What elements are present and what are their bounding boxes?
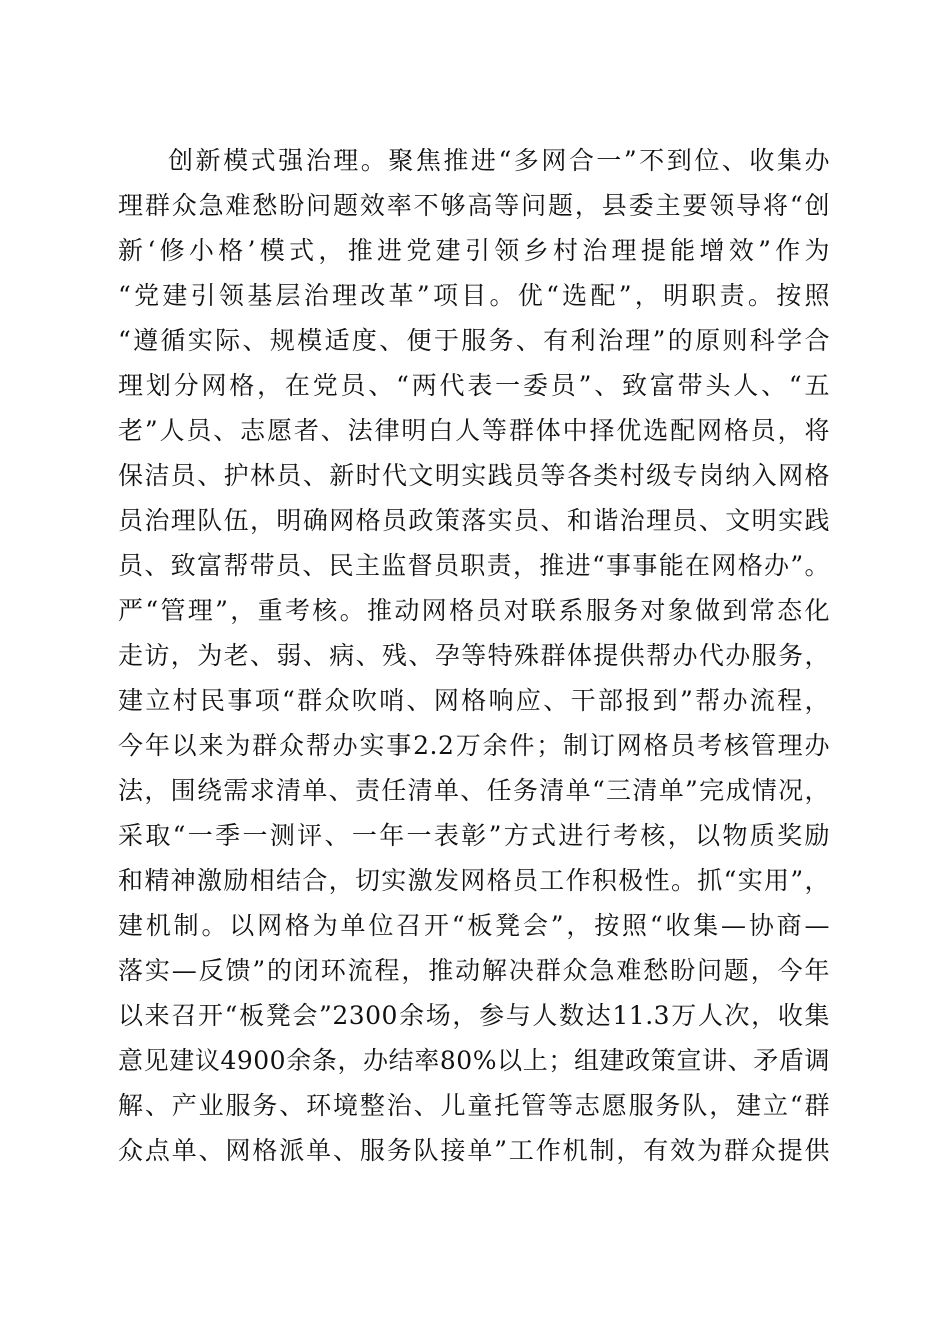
- paragraph-line: 法，围绕需求清单、责任清单、任务清单“三清单”完成情况，: [118, 776, 830, 805]
- paragraph-line: 理划分网格，在党员、“两代表一委员”、致富带头人、“五: [118, 371, 830, 400]
- paragraph-line: 建立村民事项“群众吹哨、网格响应、干部报到”帮办流程，: [118, 686, 830, 715]
- paragraph-line: 员治理队伍，明确网格员政策落实员、和谐治理员、文明实践: [118, 506, 830, 535]
- paragraph-line: 采取“一季一测评、一年一表彰”方式进行考核，以物质奖励: [118, 821, 830, 850]
- paragraph-line: 保洁员、护林员、新时代文明实践员等各类村级专岗纳入网格: [118, 461, 830, 490]
- paragraph-line: 创新模式强治理。聚焦推进“多网合一”不到位、收集办: [168, 146, 830, 175]
- paragraph-line: 落实—反馈”的闭环流程，推动解决群众急难愁盼问题，今年: [118, 956, 830, 985]
- paragraph-line: 意见建议4900余条，办结率80%以上；组建政策宣讲、矛盾调: [118, 1046, 830, 1075]
- paragraph-line: 和精神激励相结合，切实激发网格员工作积极性。抓“实用”，: [118, 866, 830, 895]
- paragraph-line: 走访，为老、弱、病、残、孕等特殊群体提供帮办代办服务，: [118, 641, 830, 670]
- paragraph-line: 老”人员、志愿者、法律明白人等群体中择优选配网格员，将: [118, 416, 830, 445]
- paragraph-line: 众点单、网格派单、服务队接单”工作机制，有效为群众提供: [118, 1136, 830, 1165]
- paragraph-line: 建机制。以网格为单位召开“板凳会”，按照“收集—协商—: [118, 911, 830, 940]
- paragraph-line: 员、致富帮带员、民主监督员职责，推进“事事能在网格办”。: [118, 551, 830, 580]
- paragraph-line: 解、产业服务、环境整治、儿童托管等志愿服务队，建立“群: [118, 1091, 830, 1120]
- paragraph-line: “党建引领基层治理改革”项目。优“选配”，明职责。按照: [118, 281, 830, 310]
- paragraph-line: 理群众急难愁盼问题效率不够高等问题，县委主要领导将“创: [118, 191, 830, 220]
- paragraph-line: 以来召开“板凳会”2300余场，参与人数达11.3万人次，收集: [118, 1001, 830, 1030]
- paragraph-line: 严“管理”，重考核。推动网格员对联系服务对象做到常态化: [118, 596, 830, 625]
- paragraph-line: “遵循实际、规模适度、便于服务、有利治理”的原则科学合: [118, 326, 830, 355]
- paragraph-line: 新‘修小格’模式，推进党建引领乡村治理提能增效”作为: [118, 236, 830, 265]
- paragraph-line: 今年以来为群众帮办实事2.2万余件；制订网格员考核管理办: [118, 731, 830, 760]
